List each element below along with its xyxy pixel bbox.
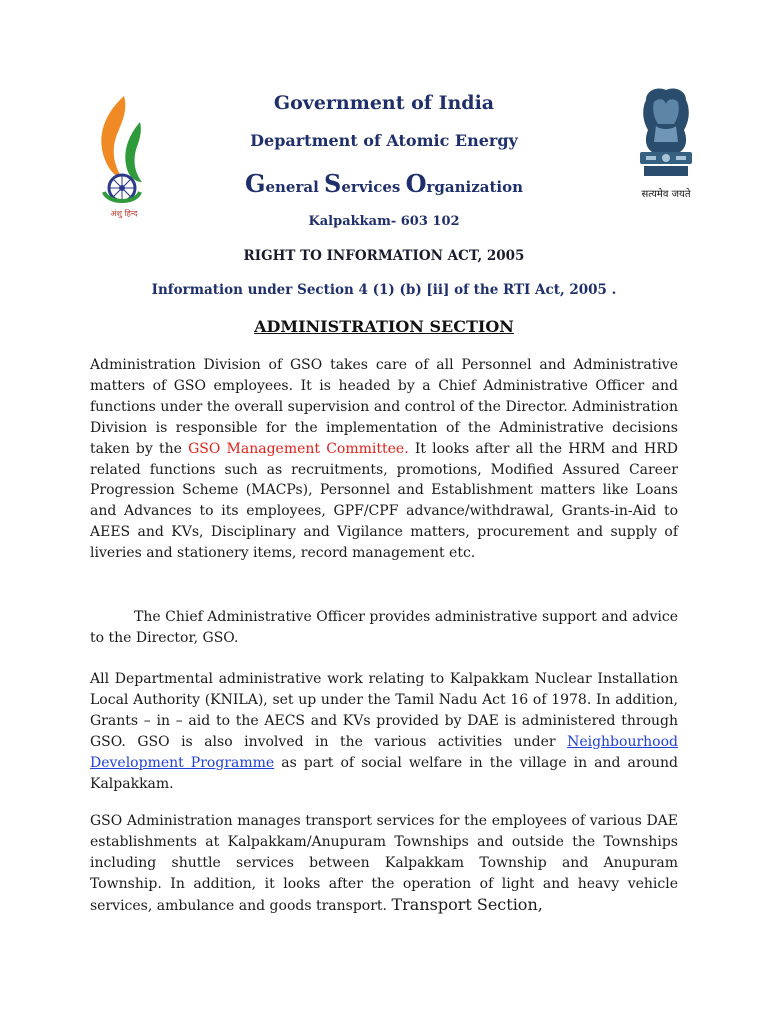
department-title: Department of Atomic Energy xyxy=(250,131,518,150)
location-line: Kalpakkam- 603 102 xyxy=(308,214,460,229)
org-initial-o: O xyxy=(405,169,427,198)
paragraph-transport xyxy=(90,811,678,917)
emblem-motto: सत्यमेव जयते xyxy=(641,189,691,200)
org-initial-g: G xyxy=(244,169,266,198)
p1-text-b: It looks after all the HRM and HRD related functions such as recruitments, promotions, Modified Assured Career Progression Scheme (MACPs), Personnel and Establishment matters like Loans and Advances to its employees, GPF/CPF advance/withdrawal, Grants-in-Aid to AEES and KVs, Disciplinary and Vigilance matters, procurement and supply of liveries and stationery items, record management etc. xyxy=(90,440,678,562)
paragraph-knila xyxy=(90,669,678,794)
org-word-eneral: eneral xyxy=(265,178,325,196)
paragraph-cao-support: The Chief Administrative Officer provides administrative support and advice to the Director, GSO. xyxy=(90,609,678,646)
section-heading: ADMINISTRATION SECTION xyxy=(254,317,514,336)
act-title: RIGHT TO INFORMATION ACT, 2005 xyxy=(243,248,525,264)
neighbourhood-development-link[interactable]: Neighbourhood Development Programme xyxy=(90,733,678,771)
p3-text-a: All Departmental administrative work relating to Kalpakkam Nuclear Installation Local Authority (KNILA), set up under the Tamil Nadu Act 16 of 1978. In addition, Grants – in – aid to the AECS and KVs provided by DAE is administered through GSO. GSO is also involved in the various activities under xyxy=(90,671,678,750)
national-emblem xyxy=(624,86,708,204)
gso-management-committee-highlight: GSO Management Committee. xyxy=(188,440,409,457)
logo-caption: अंशु हिन्द xyxy=(110,209,138,218)
org-word-rganization: rganization xyxy=(426,178,523,196)
organization-title xyxy=(150,169,618,198)
org-word-ervices: ervices xyxy=(341,178,406,196)
p1-text-a: Administration Division of GSO takes care of all Personnel and Administrative matters of GSO employees. It is headed by a Chief Administrative Officer and functions under the overall supervision and control of the Director. Administration Division is responsible for the implementation of the Administrative decisions taken by the xyxy=(90,357,678,457)
p4-text-a: GSO Administration manages transport services for the employees of various DAE establishments at Kalpakkam/Anupuram Townships and outside the Townships including shuttle services between Kalpakkam Township and Anupuram Township. In addition, it looks after the operation of light and heavy vehicle services, ambulance and goods transport. xyxy=(90,813,678,914)
p4-text-b: Transport Section, xyxy=(391,894,543,914)
government-title: Government of India xyxy=(273,92,495,114)
org-initial-s: S xyxy=(324,169,342,198)
p3-text-b: as part of social welfare in the village in and around Kalpakkam. xyxy=(90,754,679,792)
info-line: Information under Section 4 (1) (b) [ii] of the RTI Act, 2005 . xyxy=(151,282,617,298)
paragraph-administration-division xyxy=(90,355,678,564)
lion-capital-emblem-icon xyxy=(624,86,708,190)
